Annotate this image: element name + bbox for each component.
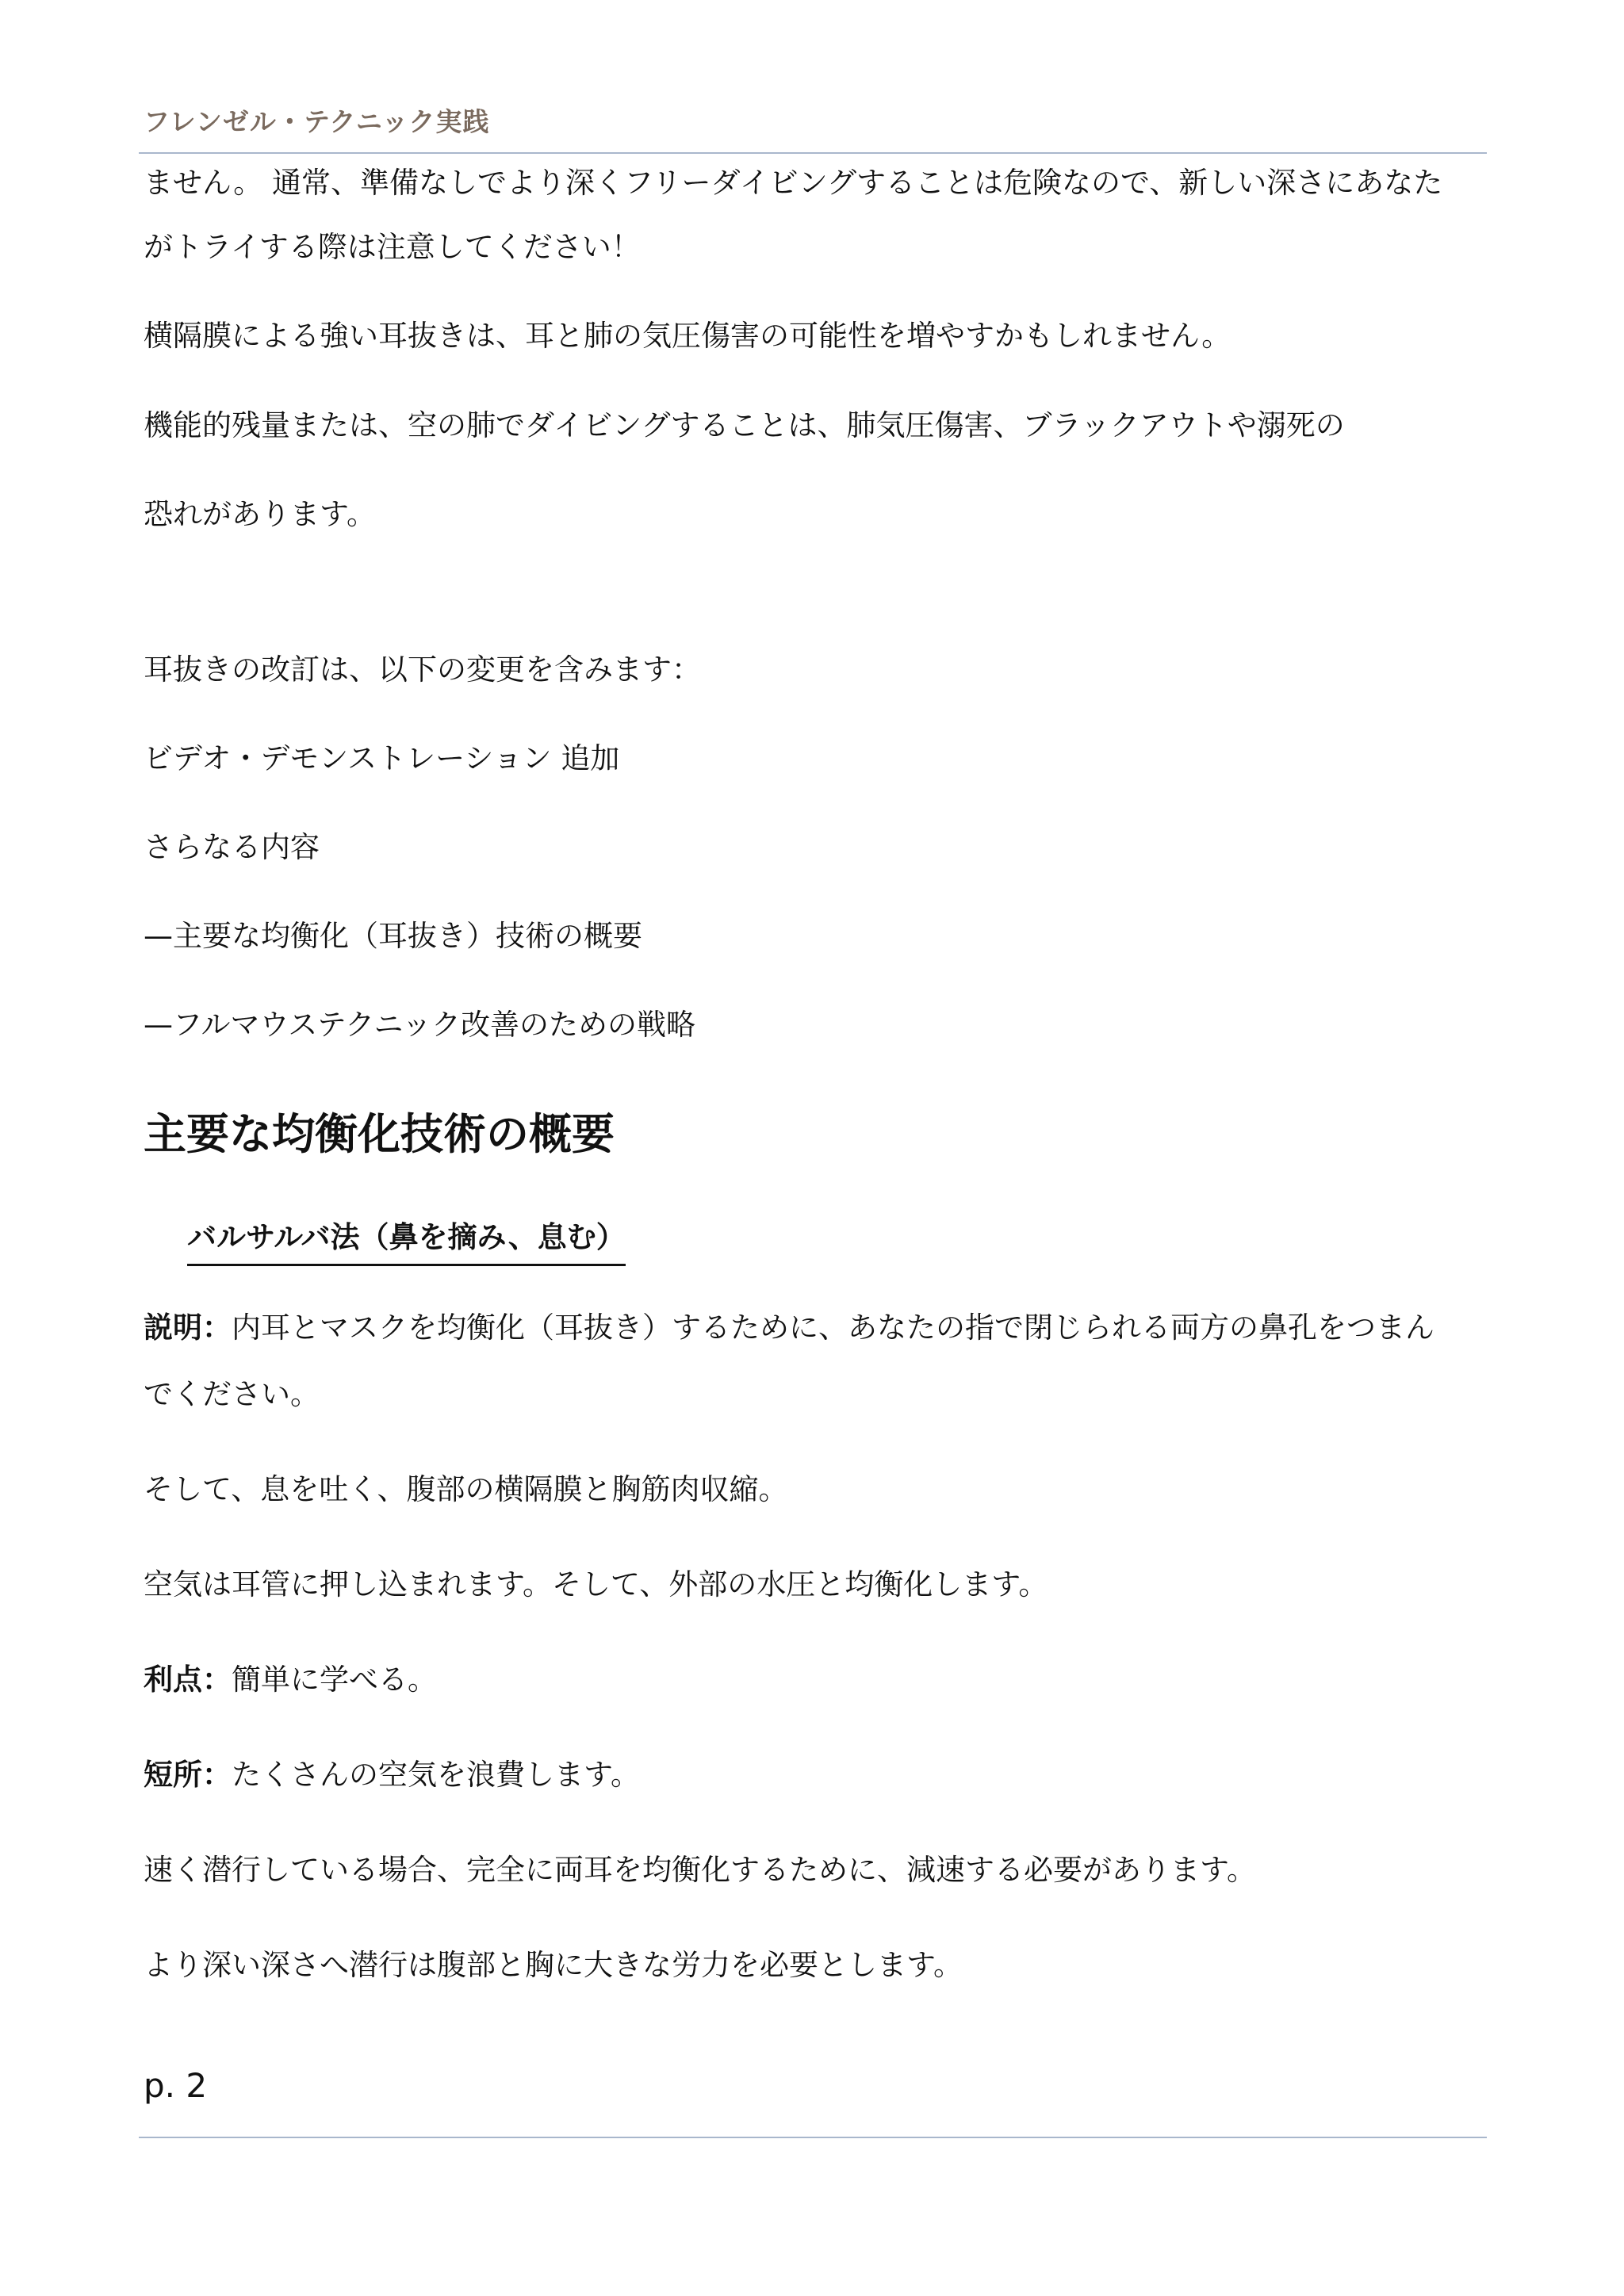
paragraph-line: 速く潜行している場合、完全に両耳を均衡化するために、減速する必要があります。 [144,1853,1257,1887]
list-item: —主要な均衡化（耳抜き）技術の概要 [144,919,642,953]
cons-text: たくさんの空気を浪費します。 [232,1758,641,1792]
paragraph-line: ビデオ・デモンストレーション 追加 [144,741,620,775]
paragraph-line: 恐れがあります。 [144,497,377,531]
list-item: —フルマウステクニック改善のための戦略 [144,1008,695,1042]
description-continuation: でください。 [144,1377,320,1411]
description-text: 内耳とマスクを均衡化（耳抜き）するために、あなたの指で閉じられる両方の鼻孔をつまん [232,1311,1434,1345]
paragraph-line: そして、息を吐く、腹部の横隔膜と胸筋肉収縮。 [144,1472,788,1506]
running-header: フレンゼル・テクニック実践 [144,106,490,137]
paragraph-line: 耳抜きの改訂は、以下の変更を含みます： [144,652,701,687]
description-label: 説明： [144,1311,232,1345]
paragraph-line: さらなる内容 [144,830,320,864]
cons-line [144,1758,641,1792]
header-rule [139,152,1487,154]
paragraph-line: がトライする際は注意してください！ [144,230,641,264]
paragraph-line: 横隔膜による強い耳抜きは、耳と肺の気圧傷害の可能性を増やすかもしれません。 [144,319,1231,353]
description-line [144,1311,1434,1345]
section-heading: 主要な均衡化技術の概要 [144,1109,615,1159]
pros-line [144,1663,437,1697]
paragraph-line: より深い深さへ潜行は腹部と胸に大きな労力を必要とします。 [144,1948,963,1982]
paragraph-line: 空気は耳管に押し込まれます。そして、外部の水圧と均衡化します。 [144,1567,1048,1601]
cons-label: 短所： [144,1758,232,1792]
paragraph-line: 機能的残量または、空の肺でダイビングすることは、肺気圧傷害、ブラックアウトや溺死の [144,408,1345,442]
subsection-heading: バルサルバ法（鼻を摘み、息む） [187,1213,626,1266]
paragraph-line: ません。 通常、準備なしでより深くフリーダイビングすることは危険なので、新しい深さにあなた [144,166,1443,200]
pros-text: 簡単に学べる。 [232,1663,437,1697]
pros-label: 利点： [144,1663,232,1697]
page-number: p. 2 [144,2066,208,2105]
footer-rule [139,2137,1487,2138]
